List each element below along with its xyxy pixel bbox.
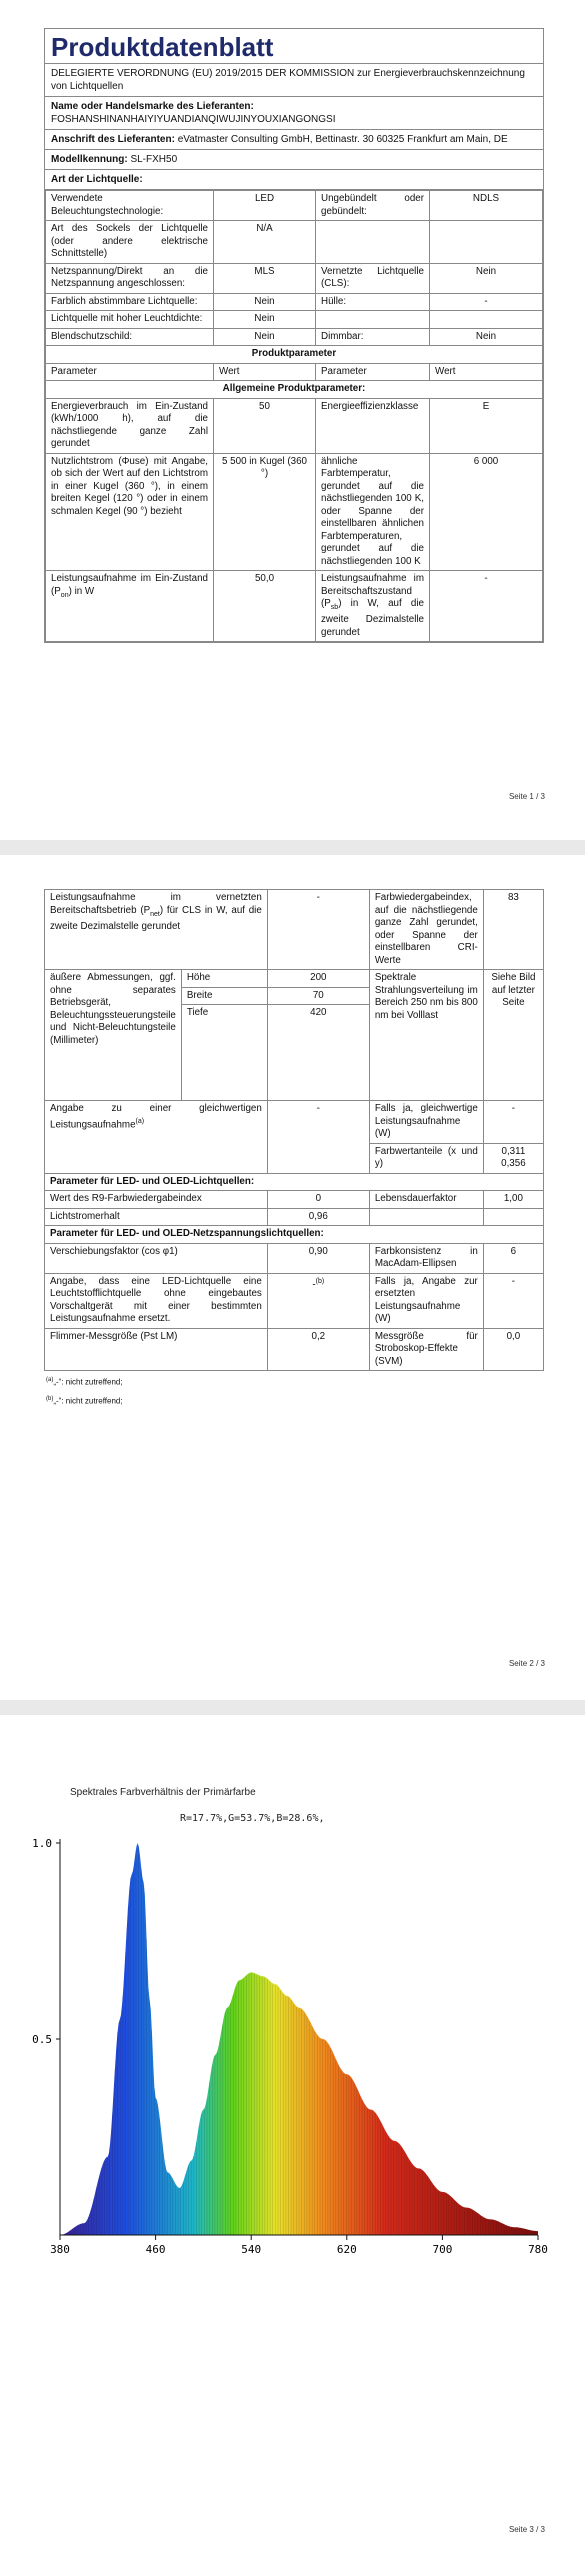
energy-value: 50 <box>214 398 316 453</box>
envelope-value: - <box>430 293 543 311</box>
spectral-label: Spektrale Strahlungsverteilung im Bereich 250 nm bis 800 nm bei Volllast <box>369 970 483 1101</box>
table-row <box>46 346 543 364</box>
psb-value: - <box>430 571 543 642</box>
col-param-header: Parameter <box>316 363 430 381</box>
table-row <box>46 381 543 399</box>
y-tick-label: 0.5 <box>32 2033 52 2046</box>
survival-label: Lebensdauerfaktor <box>369 1191 483 1209</box>
envelope-label: Hülle: <box>316 293 430 311</box>
y-tick-label: 1.0 <box>32 1837 52 1850</box>
table-row <box>46 398 543 453</box>
psb-sub: sb <box>330 603 339 611</box>
table-row <box>45 1328 544 1371</box>
color-tunable-value: Nein <box>214 293 316 311</box>
energy-label: Energieverbrauch im Ein-Zustand (kWh/1000 h), auf die nächstliegende ganze Zahl gerundet <box>46 398 214 453</box>
flicker-value: 0,2 <box>267 1328 369 1371</box>
energy-class-value: E <box>430 398 543 453</box>
table-header-row <box>46 363 543 381</box>
x-tick-label: 780 <box>528 2243 548 2256</box>
cct-label: ähnliche Farbtemperatur, gerundet auf die nächstliegenden 100 K, oder Spanne der einstellbaren ähnlichen Farbtemperaturen, gerundet auf die nächstliegenden 100 K <box>316 453 430 571</box>
consistency-label: Farbkonsistenz in MacAdam-Ellipsen <box>369 1243 483 1273</box>
footnote-a <box>44 1371 544 1388</box>
footnote-b-text: „-“: nicht zutreffend; <box>53 1396 123 1406</box>
connected-value: Nein <box>430 263 543 293</box>
table-row <box>46 453 543 571</box>
dims-label: äußere Abmessungen, ggf. ohne separates Betriebsgerät, Beleuchtungssteuerungsteile und Nicht-Beleuchtungsteile (Millimeter) <box>45 970 182 1101</box>
dimmable-label: Dimmbar: <box>316 328 430 346</box>
pnet-label-text: Leistungsaufnahme im vernetzten Bereitschaftsbetrieb (P <box>50 892 262 916</box>
light-type-heading <box>45 170 543 190</box>
table-row <box>46 221 543 264</box>
table-row <box>46 293 543 311</box>
dimmable-value: Nein <box>430 328 543 346</box>
chroma-x: 0,311 <box>501 1145 526 1157</box>
col-value-header: Wert <box>430 363 543 381</box>
chart-annotation: R=17.7%,G=53.7%,B=28.6%, <box>180 1813 325 1824</box>
mains-value: MLS <box>214 263 316 293</box>
equiv-label <box>45 1101 268 1174</box>
antiglare-value: Nein <box>214 328 316 346</box>
flicker-label: Flimmer-Messgröße (Pst LM) <box>45 1328 268 1371</box>
led-oled-heading: Parameter für LED- und OLED-Lichtquellen: <box>45 1173 544 1191</box>
spectrum-stripes <box>62 1847 535 2236</box>
footnote-a-mark: (a) <box>46 1377 54 1383</box>
light-type-heading-text: Art der Lichtquelle: <box>51 174 143 185</box>
table-row <box>46 191 543 221</box>
page-3 <box>0 1715 585 2560</box>
width-label: Breite <box>181 987 267 1005</box>
chroma-y: 0,356 <box>501 1158 526 1169</box>
replace-value <box>267 1273 369 1328</box>
maintenance-value: 0,96 <box>267 1208 369 1226</box>
replace-power-value: - <box>483 1273 543 1328</box>
model-row <box>45 150 543 170</box>
page-number: Seite 1 / 3 <box>508 792 545 801</box>
psb-label <box>316 571 430 642</box>
depth-label: Tiefe <box>181 1005 267 1101</box>
maintenance-label: Lichtstromerhalt <box>45 1208 268 1226</box>
energy-class-label: Energieeffizienzklasse <box>316 398 430 453</box>
x-tick-label: 380 <box>50 2243 70 2256</box>
table-row <box>46 328 543 346</box>
table-row <box>45 1208 544 1226</box>
high-lum-label: Lichtquelle mit hoher Leuchtdichte: <box>46 311 214 329</box>
x-tick-label: 700 <box>432 2243 453 2256</box>
table-row <box>45 1101 544 1144</box>
tech-label: Verwendete Beleuchtungstechnologie: <box>46 191 214 221</box>
supplier-name-label: Name oder Handelsmarke des Lieferanten: <box>51 101 254 112</box>
psb-label-text: Leistungsaufnahme im Bereitschaftszustand (P <box>321 573 424 609</box>
pnet-label <box>45 890 268 970</box>
empty-cell <box>316 311 430 329</box>
replace-sup: (b) <box>315 1277 325 1285</box>
pon-label-tail: ) in W <box>68 585 95 597</box>
supplier-address-value: eVatmaster Consulting GmbH, Bettinastr. 30 60325 Frankfurt am Main, DE <box>177 134 508 145</box>
col-value-header: Wert <box>214 363 316 381</box>
tech-value: LED <box>214 191 316 221</box>
parameter-table-2 <box>44 889 544 1371</box>
svm-label: Messgröße für Stroboskop-Effekte (SVM) <box>369 1328 483 1371</box>
footnote-b <box>44 1388 544 1407</box>
psb-label-tail: ) in W, auf die zweite Dezimalstelle gerundet <box>321 598 424 638</box>
light-source-table <box>45 190 543 642</box>
spectral-value: Siehe Bild auf letzter Seite <box>483 970 543 1101</box>
pf-value: 0,90 <box>267 1243 369 1273</box>
col-param-header: Parameter <box>46 363 214 381</box>
svm-value: 0,0 <box>483 1328 543 1371</box>
r9-value: 0 <box>267 1191 369 1209</box>
replace-label: Angabe, dass eine LED-Lichtquelle eine Leuchtstofflichtquelle ohne eingebautes Vorschaltgerät mit einer bestimmten Leistungsaufnahme ersetzt. <box>45 1273 268 1328</box>
equiv-power-value: - <box>483 1101 543 1144</box>
pnet-sub: net <box>150 910 160 918</box>
empty-cell <box>483 1208 543 1226</box>
pon-label-text: Leistungsaufnahme im Ein-Zustand (P <box>51 573 208 597</box>
pf-label: Verschiebungsfaktor (cos φ1) <box>45 1243 268 1273</box>
datasheet-frame <box>44 28 544 643</box>
pon-sub: on <box>60 591 69 599</box>
empty-cell <box>316 221 430 264</box>
table-row <box>45 1226 544 1244</box>
unbundled-value: NDLS <box>430 191 543 221</box>
flux-value: 5 500 in Kugel (360 °) <box>214 453 316 571</box>
empty-cell <box>430 311 543 329</box>
height-label: Höhe <box>181 970 267 988</box>
supplier-address-row <box>45 130 543 150</box>
x-tick-label: 460 <box>145 2243 166 2256</box>
equiv-sup: (a) <box>135 1117 145 1125</box>
empty-cell <box>369 1208 483 1226</box>
page-number: Seite 3 / 3 <box>508 2525 545 2534</box>
replace-power-label: Falls ja, Angabe zur ersetzten Leistungsaufnahme (W) <box>369 1273 483 1328</box>
cri-value: 83 <box>483 890 543 970</box>
supplier-name-row <box>45 97 543 130</box>
footnote-b-mark: (b) <box>46 1395 54 1402</box>
datasheet-frame-2 <box>44 889 544 1406</box>
color-tunable-label: Farblich abstimmbare Lichtquelle: <box>46 293 214 311</box>
table-row <box>46 571 543 642</box>
x-tick-label: 540 <box>241 2243 262 2256</box>
footnote-a-text: „-“: nicht zutreffend; <box>53 1377 123 1387</box>
pnet-value: - <box>267 890 369 970</box>
pon-value: 50,0 <box>214 571 316 642</box>
chroma-label: Farbwertanteile (x und y) <box>369 1143 483 1173</box>
r9-label: Wert des R9-Farbwiedergabeindex <box>45 1191 268 1209</box>
empty-cell <box>430 221 543 264</box>
page-2 <box>0 855 585 1700</box>
supplier-address-label: Anschrift des Lieferanten: <box>51 134 175 145</box>
model-value: SL-FXH50 <box>130 154 178 165</box>
socket-value: N/A <box>214 221 316 264</box>
product-params-heading: Produktparameter <box>46 346 543 364</box>
page-title: Produktdatenblatt <box>45 29 543 64</box>
consistency-value: 6 <box>483 1243 543 1273</box>
width-value: 70 <box>267 987 369 1005</box>
equiv-label-text: Angabe zu einer gleichwertigen Leistungsaufnahme <box>50 1103 262 1130</box>
high-lum-value: Nein <box>214 311 316 329</box>
equiv-power-label: Falls ja, gleichwertige Leistungsaufnahme (W) <box>369 1101 483 1144</box>
chart-title: Spektrales Farbverhältnis der Primärfarbe <box>70 1787 256 1798</box>
cct-value: 6 000 <box>430 453 543 571</box>
page-1 <box>0 0 585 840</box>
supplier-name-value: FOSHANSHINANHAIYIYUANDIANQIWUJINYOUXIANGONGSI <box>51 114 336 125</box>
connected-label: Vernetzte Lichtquelle (CLS): <box>316 263 430 293</box>
pnet-label-tail: ) für CLS in W, auf die zweite Dezimalstelle gerundet <box>50 904 262 932</box>
table-row <box>45 970 544 988</box>
socket-label: Art des Sockels der Lichtquelle (oder andere elektrische Schnittstelle) <box>46 221 214 264</box>
table-row <box>45 1243 544 1273</box>
table-row <box>46 311 543 329</box>
spectrum-chart <box>0 1715 585 2495</box>
table-row <box>45 1273 544 1328</box>
flux-label: Nutzlichtstrom (Φuse) mit Angabe, ob sich der Wert auf den Lichtstrom in einer Kugel (360 °), in einem breiten Kegel (120 °) oder in einem schmalen Kegel (90 °) bezieht <box>46 453 214 571</box>
regulation-text: DELEGIERTE VERORDNUNG (EU) 2019/2015 DER KOMMISSION zur Energieverbrauchskennzeichnung von Lichtquellen <box>45 64 543 97</box>
height-value: 200 <box>267 970 369 988</box>
depth-value: 420 <box>267 1005 369 1101</box>
table-row <box>45 1173 544 1191</box>
chroma-value <box>483 1143 543 1173</box>
pon-label <box>46 571 214 642</box>
antiglare-label: Blendschutzschild: <box>46 328 214 346</box>
table-row <box>45 1191 544 1209</box>
page-number: Seite 2 / 3 <box>508 1659 545 1668</box>
model-label: Modellkennung: <box>51 154 128 165</box>
survival-value: 1,00 <box>483 1191 543 1209</box>
x-tick-label: 620 <box>336 2243 357 2256</box>
replace-value-text: - <box>312 1278 316 1290</box>
table-row <box>45 890 544 970</box>
table-row <box>46 263 543 293</box>
cri-label: Farbwiedergabeindex, auf die nächstliegende ganze Zahl gerundet, oder Spanne der einstellbaren CRI-Werte <box>369 890 483 970</box>
equiv-value: - <box>267 1101 369 1174</box>
mains-label: Netzspannung/Direkt an die Netzspannung angeschlossen: <box>46 263 214 293</box>
mains-led-heading: Parameter für LED- und OLED-Netzspannungslichtquellen: <box>45 1226 544 1244</box>
unbundled-label: Ungebündelt oder gebündelt: <box>316 191 430 221</box>
general-params-heading: Allgemeine Produktparameter: <box>46 381 543 399</box>
